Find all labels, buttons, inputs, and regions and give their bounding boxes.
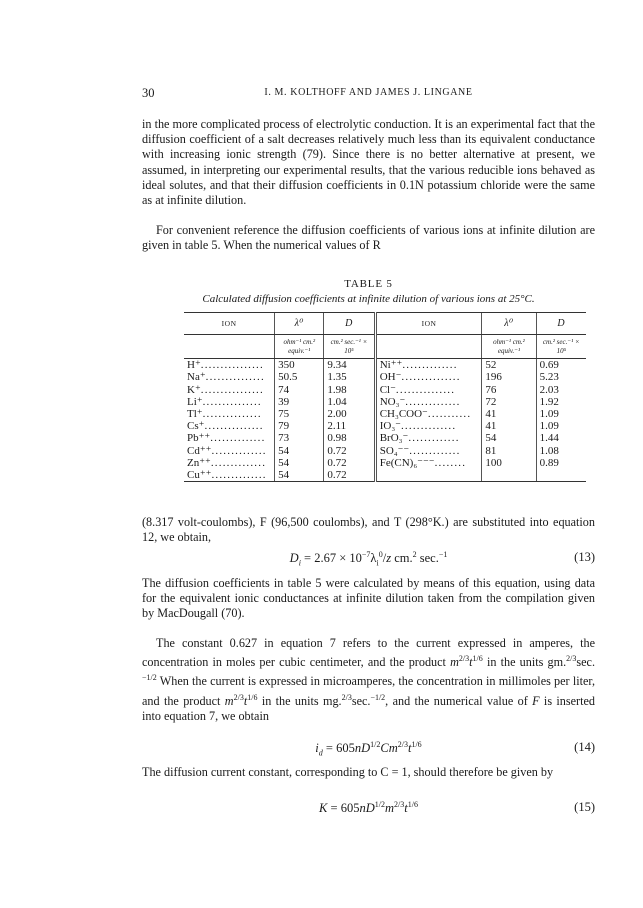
equation-13-number: (13) [574,550,595,564]
leader-dots: .............. [210,432,266,445]
d-cell-text: 1.44 [539,432,559,445]
d-cell-text: 0.89 [539,456,559,469]
ion-cell-text: SO₄⁻⁻ [379,444,410,457]
ion-cell [184,420,275,432]
unit-lambda-2: ohm⁻¹ cm.² equiv.⁻¹ [482,335,536,359]
d-cell [324,384,375,396]
d-cell [536,396,586,408]
lambda-cell-text: 54 [278,444,290,457]
d-cell-text: 1.08 [539,444,559,457]
ion-cell-text: Cu⁺⁺ [187,469,212,482]
ion-cell-text: K⁺ [187,383,201,396]
leader-dots: ............... [395,383,456,396]
ion-cell [184,457,275,469]
ion-cell-text: H⁺ [187,359,201,372]
ion-cell [184,408,275,420]
unit-lambda: ohm⁻¹ cm.² equiv.⁻¹ [275,335,324,359]
d-cell-text: 0.69 [539,359,559,372]
leader-dots: ............... [205,371,265,384]
d-cell-text: 1.09 [539,420,559,433]
d-cell-text: 1.04 [327,395,347,408]
paragraph-2: For convenient reference the diffusion coefficients of various ions at infinite dilution are given in table 5. When the numerical values of R [142,223,595,253]
ion-cell [375,384,482,396]
table-unit-row [184,335,586,359]
ion-cell [184,469,275,482]
equation-14-number: (14) [574,740,595,754]
d-cell [324,396,375,408]
leader-dots: .............. [405,395,461,408]
d-cell-text: 0.72 [327,444,347,457]
lambda-cell-text: 74 [278,383,290,396]
d-cell-text: 2.03 [539,383,559,396]
lambda-cell-text: 54 [278,469,290,482]
d-cell [536,432,586,444]
leader-dots: ............... [202,395,262,408]
table-row [184,371,586,383]
ion-cell [184,371,275,383]
leader-dots: ........ [434,456,467,469]
lambda-cell-text: 76 [485,383,497,396]
leader-dots: ................ [200,383,264,396]
leader-dots: ............... [401,371,461,384]
lambda-cell [482,432,536,444]
ion-cell-text: Tl⁺ [187,408,203,421]
ion-cell-text: Zn⁺⁺ [187,456,211,469]
ion-cell [375,371,482,383]
ion-cell [375,408,482,420]
table-caption: Calculated diffusion coefficients at infinite dilution of various ions at 25°C. [202,293,535,305]
d-cell-text: 1.09 [539,408,559,421]
lambda-cell-text: 39 [278,395,290,408]
ion-cell [184,359,275,372]
lambda-cell [482,359,536,372]
ion-cell-text: BrO₃⁻ [379,432,409,445]
lambda-cell-text: 79 [278,420,290,433]
ion-cell-text: CH₃COO⁻ [379,408,428,421]
d-cell [324,359,375,372]
paragraph-5: The constant 0.627 in equation 7 refers to the current expressed in amperes, the concentration in moles per cubic centimeter, and the product $m^{2/3}t^{1/6}$ in the units gm.$^{2/3}$sec.$^{-1/2}$ When the current is expressed in microamperes, the concentration in millimoles per liter, and the product $m^{2/3}t^{1/6}$ in the units mg.$^{2/3}$sec.$^{-1/2}$, and the numerical value of F is inserted into equation 7, we obtain [142,636,595,723]
ion-cell-text: OH⁻ [379,371,402,384]
lambda-cell-text: 72 [485,395,497,408]
table-title: TABLE 5 [344,278,393,290]
leader-dots: ............... [204,420,264,433]
d-cell-text: 1.35 [327,371,347,384]
lambda-cell [275,457,324,469]
d-cell-text: 2.11 [327,420,347,433]
ion-cell [184,384,275,396]
d-cell [536,359,586,372]
page-header [142,86,595,102]
paragraph-1: in the more complicated process of electrolytic conduction. It is an experimental fact that the diffusion coefficient of a salt decreases relatively much less than its equivalent conductance with increasing ionic strength (79). Since there is no better alternative at present, we assumed, in interpreting our experimental results, that the various reducible ions behaved as ideal solutes, and that their diffusion coefficients in 0.1N potassium chloride were the same as at infinite dilution. [142,117,595,208]
lambda-cell-text: 41 [485,420,497,433]
ion-cell [184,445,275,457]
ion-cell [375,457,482,469]
d-cell [536,469,586,482]
lambda-cell [482,408,536,420]
diffusion-table [184,312,586,482]
d-cell-text: 2.00 [327,408,347,421]
lambda-cell [275,420,324,432]
lambda-cell [482,445,536,457]
d-cell [324,445,375,457]
paragraph-6: The diffusion current constant, corresponding to C = 1, should therefore be given by [142,765,554,779]
ion-cell-text: Cl⁻ [379,383,396,396]
ion-cell [375,359,482,372]
lambda-cell [482,420,536,432]
equation-13-expr: $D_i = 2.67 \times 10^{-7}\lambda_i^0/z$ cm.$^2$ sec.$^{-1}$ [289,550,448,568]
ion-cell-text: NO₃⁻ [379,395,406,408]
ion-cell [375,396,482,408]
lambda-cell [275,408,324,420]
lambda-cell [275,396,324,408]
table-row [184,384,586,396]
ion-cell-text: Cs⁺ [187,420,205,433]
col-header-ion-2: ION [375,313,482,335]
d-cell-text: 0.72 [327,469,347,482]
ion-cell-text: Ni⁺⁺ [379,359,403,372]
equation-14 [142,740,595,756]
table-row [184,359,586,372]
col-header-ion: ION [184,313,275,335]
table-row [184,457,586,469]
col-header-d: D [324,313,375,335]
lambda-cell-text: 100 [485,456,502,469]
equation-15-number: (15) [574,800,595,814]
table-row [184,469,586,482]
ion-cell [375,445,482,457]
ion-cell [184,432,275,444]
ion-cell-text: Pb⁺⁺ [187,432,211,445]
leader-dots: ............. [408,432,460,445]
d-cell [536,371,586,383]
table-row [184,432,586,444]
ion-cell-text: Na⁺ [187,371,206,384]
lambda-cell-text: 350 [278,359,295,372]
ion-cell [375,432,482,444]
ion-cell [375,469,482,482]
d-cell-text: 0.98 [327,432,347,445]
lambda-cell [482,371,536,383]
d-cell [536,408,586,420]
lambda-cell-text: 75 [278,408,290,421]
lambda-cell-text: 52 [485,359,497,372]
col-header-lambda-2: λ⁰ [482,313,536,335]
leader-dots: .............. [210,456,267,469]
col-header-d-2: D [536,313,586,335]
table-row [184,396,586,408]
lambda-cell [275,384,324,396]
table-header-row [184,313,586,335]
d-cell-text: 0.72 [327,456,347,469]
ion-cell [184,396,275,408]
ion-cell-text: IO₃⁻ [379,420,401,433]
lambda-cell [275,432,324,444]
d-cell-text: 5.23 [539,371,559,384]
lambda-cell [482,396,536,408]
paragraph-3: (8.317 volt-coulombs), F (96,500 coulombs), and T (298°K.) are substituted into equation 12, we obtain, [142,515,595,545]
d-cell [536,457,586,469]
table-row [184,445,586,457]
ion-cell-text: Fe(CN)₆⁻⁻⁻ [379,456,435,469]
d-cell [324,457,375,469]
ion-cell-text: Cd⁺⁺ [187,444,212,457]
lambda-cell-text: 54 [485,432,497,445]
unit-d: cm.² sec.⁻¹ × 10⁵ [324,335,375,359]
leader-dots: ............... [202,408,262,421]
leader-dots: ........... [427,408,472,421]
leader-dots: ................ [200,359,264,372]
lambda-cell [275,371,324,383]
running-title: I. M. KOLTHOFF AND JAMES J. LINGANE [264,87,473,98]
leader-dots: .............. [211,444,267,457]
lambda-cell [482,469,536,482]
paragraph-4: The diffusion coefficients in table 5 were calculated by means of this equation, using data for the equivalent ionic conductances at infinite dilution taken from the compilation given by MacDougall (70). [142,576,595,621]
ion-cell-text: Li⁺ [187,395,203,408]
equation-15 [142,800,595,816]
lambda-cell [482,457,536,469]
leader-dots: .............. [211,469,267,482]
lambda-cell [275,469,324,482]
equation-15-expr: $K = 605nD^{1/2}m^{2/3}t^{1/6}$ [319,800,418,816]
lambda-cell-text: 73 [278,432,290,445]
lambda-cell-text: 196 [485,371,502,384]
page-number: 30 [142,86,155,100]
d-cell [536,420,586,432]
d-cell-text: 1.98 [327,383,347,396]
d-cell [324,432,375,444]
equation-14-expr: $i_d = 605nD^{1/2}Cm^{2/3}t^{1/6}$ [315,740,422,758]
lambda-cell [275,445,324,457]
table-row [184,420,586,432]
table-row [184,408,586,420]
d-cell [536,445,586,457]
d-cell [324,408,375,420]
lambda-cell [275,359,324,372]
d-cell [324,371,375,383]
lambda-cell-text: 81 [485,444,497,457]
lambda-cell-text: 54 [278,456,290,469]
ion-cell [375,420,482,432]
equation-13 [142,550,595,566]
d-cell-text: 9.34 [327,359,347,372]
d-cell [324,420,375,432]
col-header-lambda: λ⁰ [275,313,324,335]
leader-dots: .............. [400,420,457,433]
d-cell [324,469,375,482]
unit-d-2: cm.² sec.⁻¹ × 10⁵ [536,335,586,359]
lambda-cell-text: 50.5 [278,371,298,384]
lambda-cell-text: 41 [485,408,497,421]
leader-dots: .............. [402,359,458,372]
leader-dots: ............. [409,444,461,457]
d-cell-text: 1.92 [539,395,559,408]
d-cell [536,384,586,396]
lambda-cell [482,384,536,396]
